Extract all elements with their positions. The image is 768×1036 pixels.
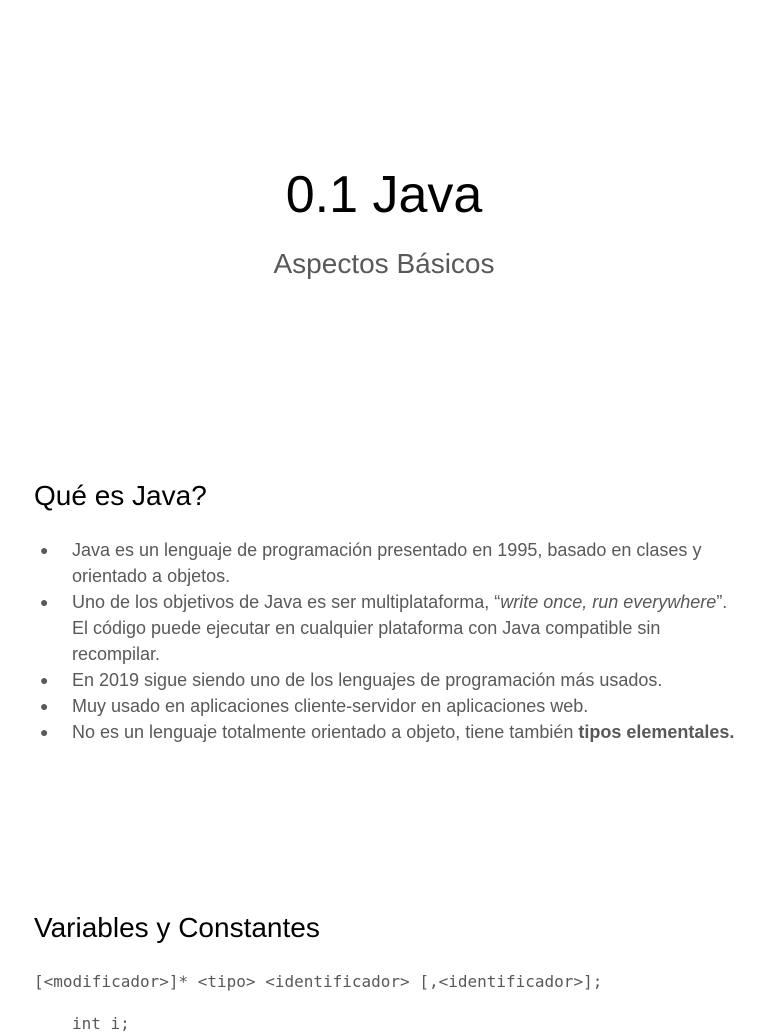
bullet-icon: ● xyxy=(40,542,49,558)
bullet-text: Java es un lenguaje de programación presentado en 1995, basado en clases y orientado a objetos. xyxy=(72,540,702,586)
bullet-text: En 2019 sigue siendo uno de los lenguajes de programación más usados. xyxy=(72,670,663,690)
list-item xyxy=(34,589,738,667)
bullet-icon: ● xyxy=(40,724,49,740)
list-item xyxy=(34,719,738,745)
code-syntax-line: [<modificador>]* <tipo> <identificador> [,<identificador>]; xyxy=(34,972,603,991)
list-item xyxy=(34,667,738,693)
list-item xyxy=(34,537,738,589)
slide-title: 0.1 Java xyxy=(285,166,483,224)
bullet-text-before: No es un lenguaje totalmente orientado a objeto, tiene también xyxy=(72,722,579,742)
bullet-icon: ● xyxy=(40,698,49,714)
list-item xyxy=(34,693,738,719)
slide-subtitle: Aspectos Básicos xyxy=(273,248,495,279)
bullet-list xyxy=(34,537,738,745)
section-heading-variables: Variables y Constantes xyxy=(34,912,320,943)
bullet-icon: ● xyxy=(40,672,49,688)
bullet-text: Muy usado en aplicaciones cliente-servidor en aplicaciones web. xyxy=(72,696,589,716)
bullet-text-bold: tipos elementales. xyxy=(578,722,735,742)
section-heading-que-es-java: Qué es Java? xyxy=(34,480,207,511)
bullet-icon: ● xyxy=(40,594,49,610)
bullet-text-before: Uno de los objetivos de Java es ser multiplataforma, “ xyxy=(72,592,501,612)
code-example-line: int i; xyxy=(72,1014,130,1033)
bullet-text-italic: write once, run everywhere xyxy=(500,592,717,612)
bullet-text-after: ”. El código puede ejecutar en cualquier plataforma con Java compatible sin recompilar. xyxy=(72,592,728,664)
